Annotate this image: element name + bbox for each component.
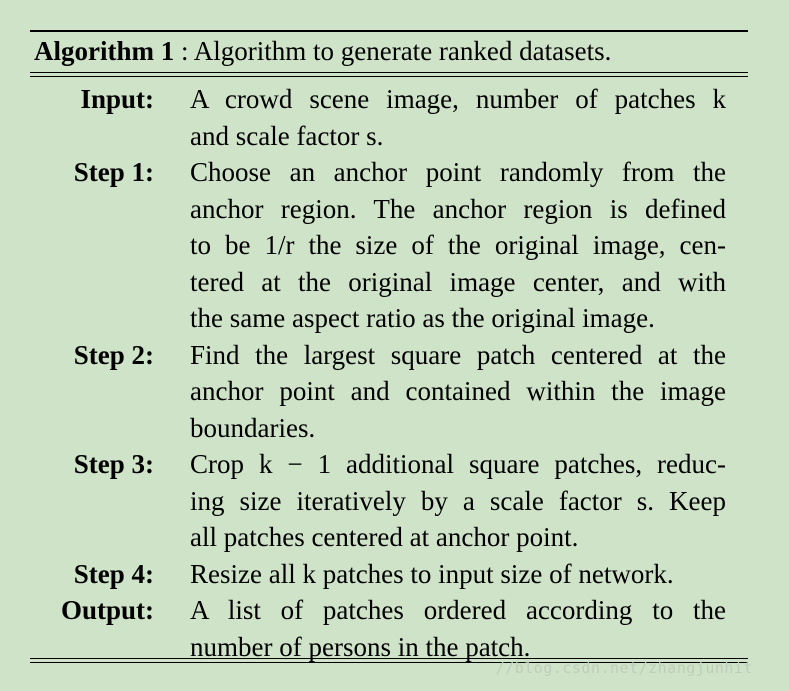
step-line: and scale factor s. — [190, 120, 384, 151]
step-line: boundaries. — [190, 412, 316, 443]
caption-text: : Algorithm to generate ranked datasets. — [174, 36, 612, 66]
step-4 — [30, 556, 748, 593]
step-body — [190, 337, 726, 447]
step-label: Output: — [60, 595, 154, 625]
step-line: tered at the original image center, and with — [190, 266, 726, 297]
step-body — [190, 81, 726, 154]
step-body — [190, 446, 726, 556]
step-label: Step 1: — [73, 157, 154, 187]
step-input — [30, 81, 748, 154]
step-body — [190, 556, 726, 593]
watermark: //blog.csdn.net/zhangjunhit — [495, 659, 753, 677]
step-line: Crop k − 1 additional square patches, reduc- — [190, 449, 726, 479]
step-1 — [30, 154, 748, 337]
step-2 — [30, 337, 748, 447]
step-label: Step 4: — [73, 558, 154, 589]
step-line: the same aspect ratio as the original image. — [190, 303, 655, 333]
step-line: A crowd scene image, number of patches k — [190, 84, 726, 114]
algorithm-caption — [30, 32, 748, 72]
caption-label: Algorithm 1 — [34, 36, 175, 66]
step-line: anchor region. The anchor region is defined — [190, 193, 726, 224]
step-body — [190, 154, 726, 337]
step-line: number of persons in the patch. — [190, 631, 531, 662]
step-line: Find the largest square patch centered at the — [190, 339, 726, 370]
step-line: A list of patches ordered according to the — [190, 595, 726, 625]
step-label: Step 3: — [73, 449, 154, 479]
step-line: Resize all k patches to input size of network. — [190, 558, 674, 589]
step-line: anchor point and contained within the image — [190, 376, 726, 406]
step-line: all patches centered at anchor point. — [190, 522, 579, 552]
step-3 — [30, 446, 748, 556]
step-label: Step 2: — [73, 339, 154, 370]
step-line: to be 1/r the size of the original image, cen- — [190, 230, 726, 260]
step-line: Choose an anchor point randomly from the — [190, 157, 726, 187]
step-body — [190, 592, 726, 665]
algorithm-box — [30, 30, 748, 673]
step-line: ing size iteratively by a scale factor s. Keep — [190, 485, 726, 516]
step-output — [30, 592, 748, 665]
algorithm-steps — [30, 77, 748, 673]
step-label: Input: — [80, 84, 154, 114]
